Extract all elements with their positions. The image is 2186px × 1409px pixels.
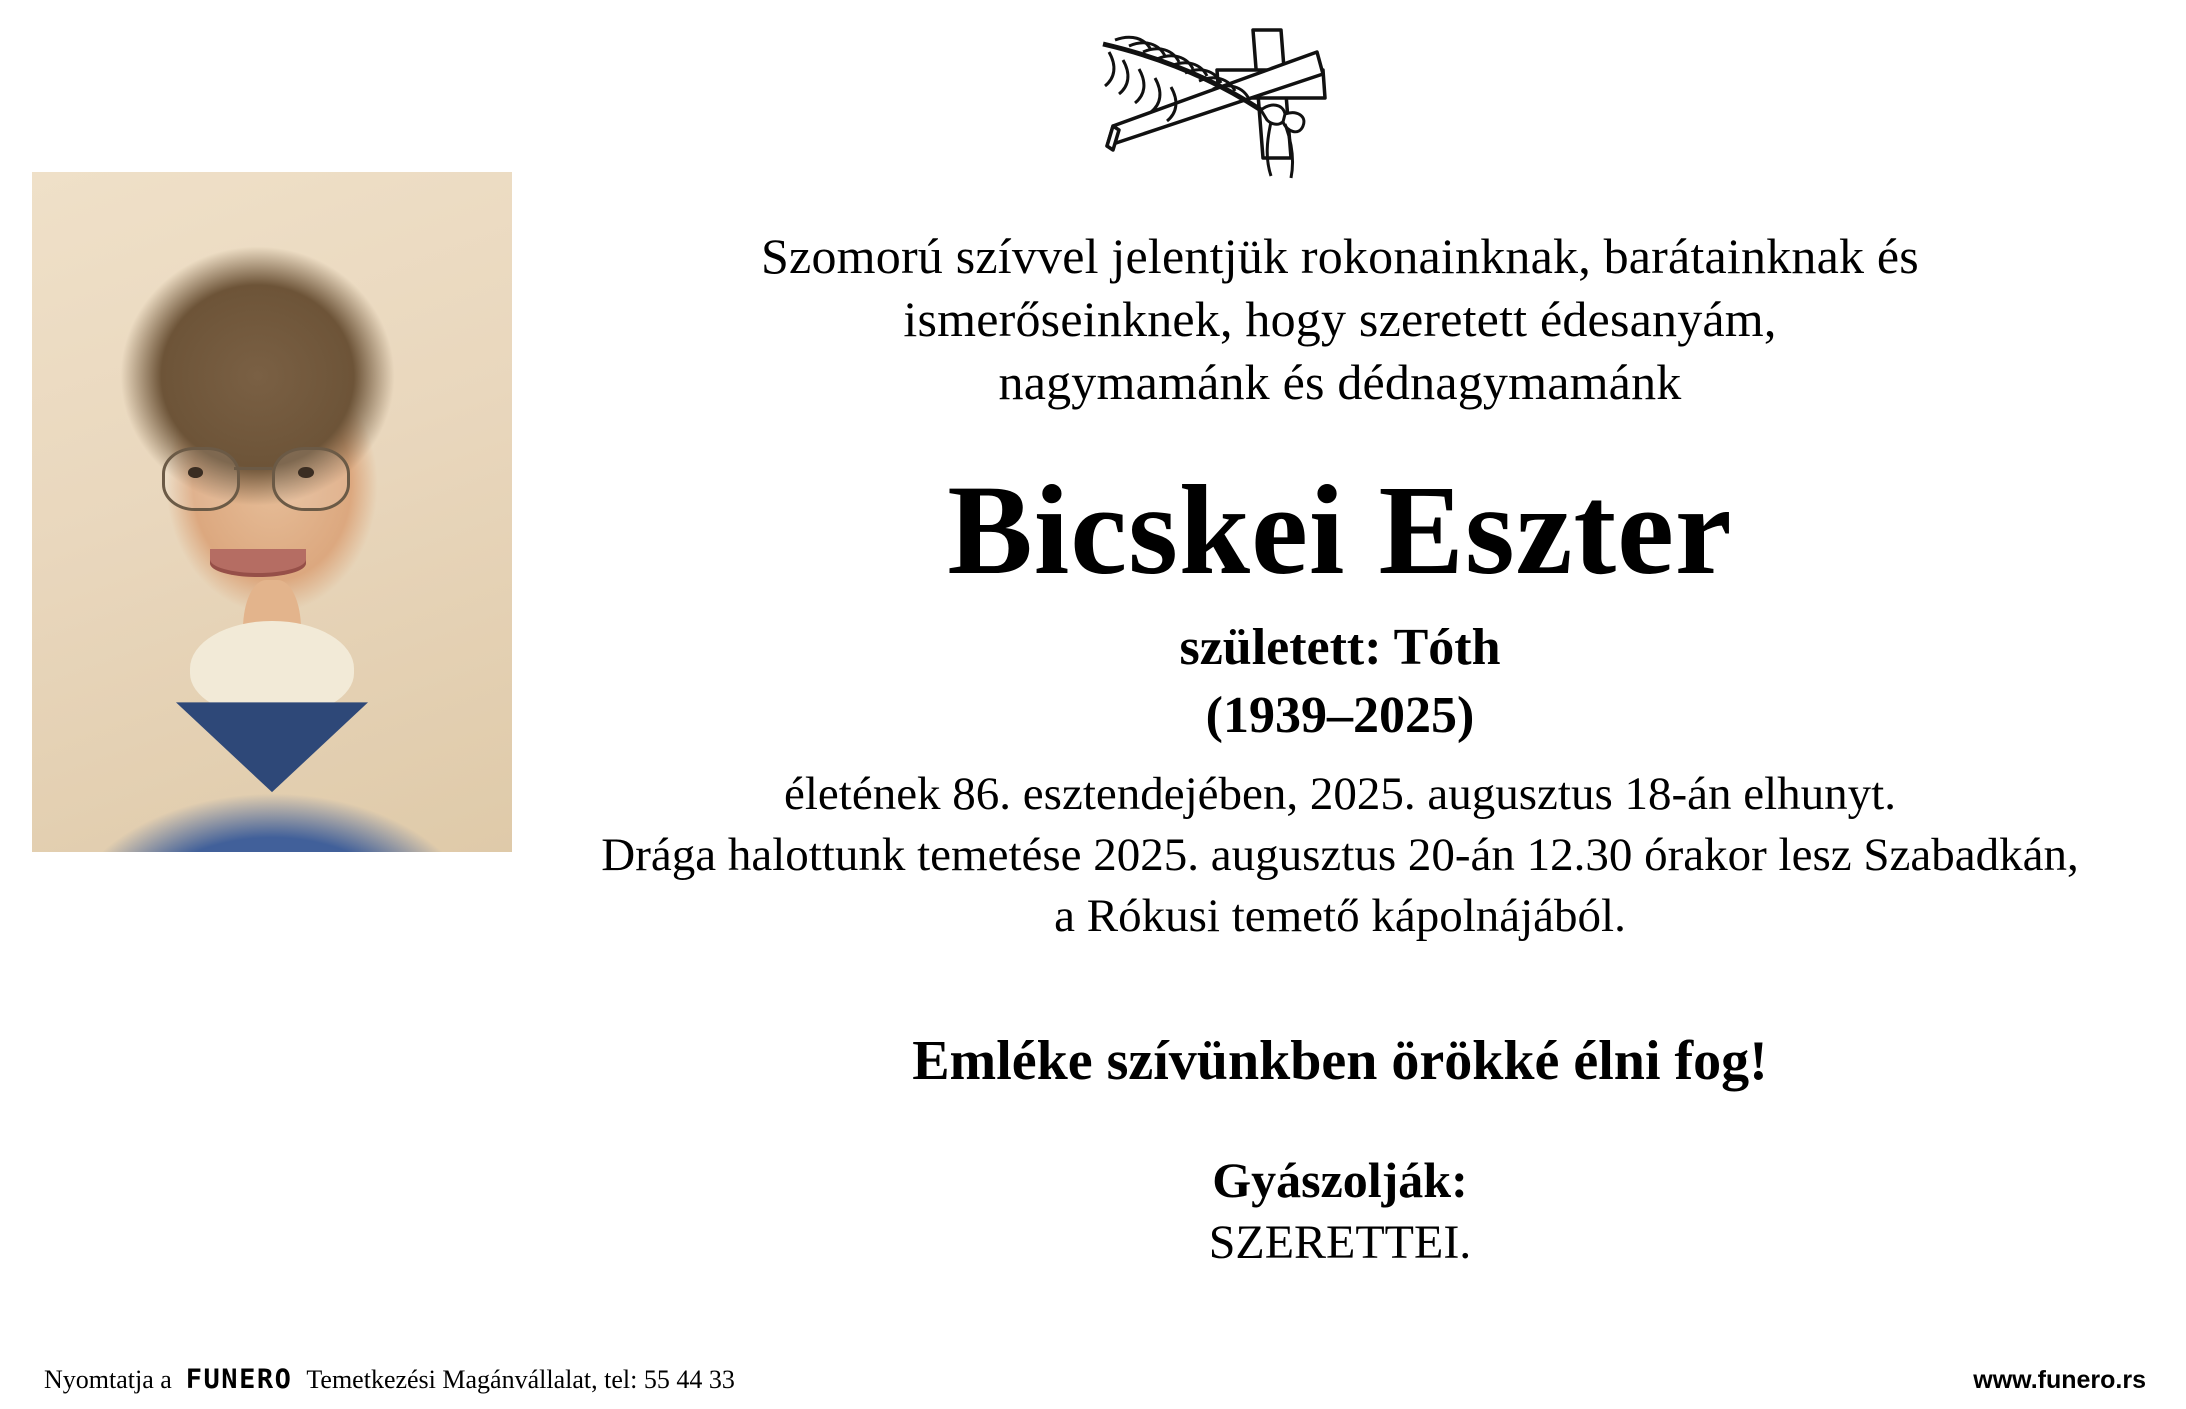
- maiden-name: született: Tóth: [1179, 619, 1501, 677]
- funeral-details: [530, 764, 2150, 947]
- memory-line: Emléke szívünkben örökké élni fog!: [912, 1029, 1768, 1092]
- funero-logo: FUNERO: [185, 1364, 293, 1395]
- notice-text: [530, 225, 2150, 1270]
- mourners-value: SZERETTEI.: [1208, 1215, 1472, 1269]
- lead-line: ismerőseinknek, hogy szeretett édesanyám,: [903, 291, 1777, 347]
- lead-paragraph: [530, 225, 2150, 414]
- footer: [0, 1355, 2186, 1395]
- portrait-image: [32, 172, 512, 852]
- portrait-glasses-left: [162, 447, 240, 511]
- detail-line: életének 86. esztendejében, 2025. augusztus 18-án elhunyt.: [784, 767, 1896, 820]
- website-link[interactable]: www.funero.rs: [1973, 1366, 2146, 1394]
- portrait-collar: [190, 621, 353, 716]
- portrait-sweater-v: [176, 702, 368, 852]
- printed-by-prefix: Nyomtatja a: [44, 1365, 172, 1394]
- detail-line: a Rókusi temető kápolnájából.: [1054, 889, 1626, 942]
- cross-with-palm-icon: [1085, 18, 1415, 203]
- portrait-glasses-right: [272, 447, 350, 511]
- portrait-mouth: [210, 549, 306, 576]
- lead-line: Szomorú szívvel jelentjük rokonainknak, barátainknak és: [761, 228, 1919, 284]
- life-years: (1939–2025): [1205, 687, 1475, 745]
- detail-line: Drága halottunk temetése 2025. augusztus 20-án 12.30 órakor lesz Szabadkán,: [601, 828, 2079, 881]
- deceased-name: Bicskei Eszter: [947, 459, 1733, 601]
- lead-line: nagymamánk és dédnagymamánk: [998, 354, 1682, 410]
- mourners-label: Gyászolják:: [1212, 1151, 1468, 1208]
- portrait-eye-right: [298, 467, 313, 478]
- portrait-glasses-bridge: [234, 467, 272, 470]
- printed-by-suffix: Temetkezési Magánvállalat, tel: 55 44 33: [306, 1365, 735, 1394]
- portrait-photo: [32, 172, 512, 852]
- footer-printer-info: [44, 1364, 735, 1395]
